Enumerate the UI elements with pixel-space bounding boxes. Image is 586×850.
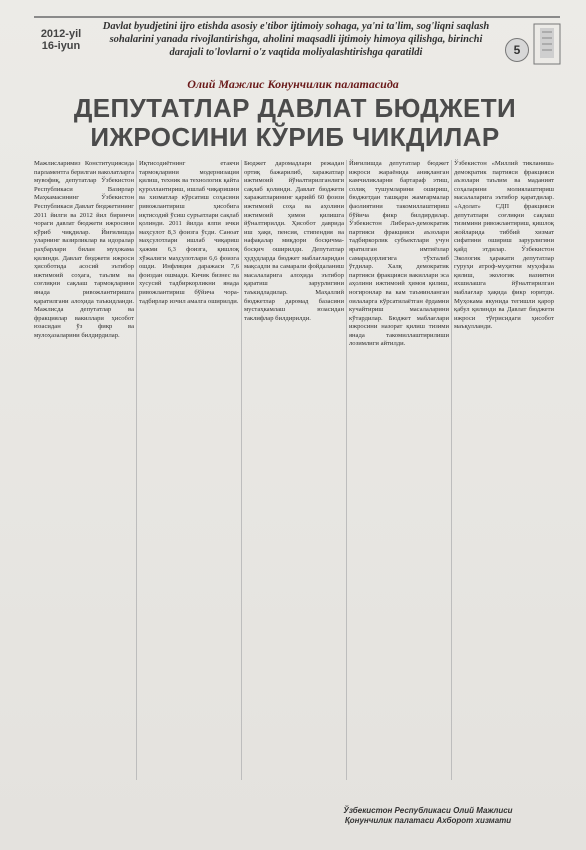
header-slogan: Davlat byudjetini ijro etishda asosiy e'tibor ijtimoiy sohaga, ya'ni ta'lim, sog'liqni saqlash sohalarini yanada rivojlantirishga, aholini maqsadli ijtimoiy himoya qilishga, birinchi darajali to'lovlarni o'z vaqtida moliyalashtirishga qaratildi <box>102 21 490 58</box>
article-column-2: Иқтисодиётнинг етакчи тармоқларини модернизация қилиш, техник ва технологик қайта қуроллантириш, ишлаб чиқаришни ва хизматлар кўрсатиш соҳасини ривожлантириш ҳисобига иқтисодий ўсиш суръатлари сақлаб қолинди. 2011 йилда ялпи ички маҳсулот 8,3 фоизга ўсди. Саноат маҳсулотлари ишлаб чиқариш ҳажми 6,3 фоизга, қишлоқ хўжалиги маҳсулотлари 6,6 фоизга ошди. Инфляция даражаси 7,6 фоиздан ошмади. Кичик бизнес ва хусусий тадбиркорликни янада ривожлантириш бўйича чора-тадбирлар изчил амалга оширилди. <box>139 160 239 305</box>
source-line-2: Қонунчилик палатаси Ахборот хизмати <box>344 816 512 825</box>
issue-day: 16-iyun <box>41 40 81 52</box>
article-column-1: Мажлисларимиз Конституциясида парламентга берилган ваколатларга мувофиқ, депутатлар Ўзбекистон Республикаси Вазирлар Маҳкамасининг Ўзбекистон Республикаси Давлат бюджетининг 2011 йилги ва 2012 йил биринчи чораги давлат бюджети ижросини кўриб чиқдилар. Йиғилишда уларнинг вазирликлар ва идоралар раҳбарлари билан муҳокама қилинди. Давлат бюджети ижроси ҳисоботида асосий эътибор ижтимоий соҳага, таълим ва соғлиқни сақлаш тармоқларини янада ривожлантиришга қаратилгани алоҳида таъкидланди. Мажлисда депутатлар ва фракциялар вакиллари ҳисобот юзасидан ўз фикр ва мулоҳазаларини билдирдилар. <box>34 160 134 339</box>
section-title: Олий Мажлис Конунчилик палатасида <box>187 77 399 91</box>
column-divider <box>136 160 137 780</box>
column-divider <box>451 160 452 780</box>
page-number-badge: 5 <box>505 38 529 62</box>
article-column-4: Йиғилишда депутатлар бюджет ижроси жараёнида аниқланган камчиликларни бартараф этиш, солиқ тушумларини ошириш, бюджетдан ташқари жамғармалар фаолиятини такомиллаштириш бўйича фикр билдирдилар. Ўзбекистон Либерал-демократик партияси фракцияси аъзолари тадбиркорлик субъектлари учун яратилган имтиёзлар самарадорлигига тўхталиб ўтдилар. Халқ демократик партияси фракцияси вакиллари эса аҳолини ижтимоий ҳимоя қилиш, ногиронлар ва кам таъминланган оилаларга кўрсатилаётган ёрдамни кучайтириш масалаларини кўтардилар. Бюджет маблағлари ижросини назорат қилиш тизими янада такомиллаштирилиши лозимлиги айтилди. <box>349 160 449 348</box>
column-divider <box>241 160 242 780</box>
article-column-5: Ўзбекистон «Миллий тикланиш» демократик партияси фракцияси аъзолари таълим ва маданият соҳаларини молиялаштириш масалаларига эътибор қаратдилар. «Адолат» СДП фракцияси депутатлари соғлиқни сақлаш тизимини ривожлантириш, қишлоқ жойларида тиббий хизмат сифатини ошириш зарурлигини қайд этдилар. Ўзбекистон Экологик ҳаракати депутатлар гуруҳи атроф-муҳитни муҳофаза қилиш, экологик вазиятни яхшилашга йўналтирилган маблағлар ҳақида фикр юритди. Муҳокама якунида тегишли қарор қабул қилинди ва Давлат бюджети ижроси тўғрисидаги ҳисобот маъқулланди. <box>454 160 554 331</box>
article-source <box>307 806 549 826</box>
article-column-3: Бюджет даромадлари режадан ортиқ бажарилиб, харажатлар ижтимоий йўналтирилганлиги сақлаб қолинди. Давлат бюджети харажатларининг қарийб 60 фоизи ижтимоий соҳа ва аҳолини ижтимоий ҳимоя қилишга йўналтирилди. Ҳисобот даврида иш ҳақи, пенсия, стипендия ва нафақалар миқдори босқичма-босқич оширилди. Депутатлар ҳудудларда бюджет маблағларидан мақсадли ва самарали фойдаланиш масалаларига алоҳида эътибор қаратиш зарурлигини таъкидладилар. Маҳаллий бюджетлар даромад базасини мустаҳкамлаш юзасидан таклифлар билдирилди. <box>244 160 344 322</box>
page-header <box>34 16 560 70</box>
article-headline: ДЕПУТАТЛАР ДАВЛАТ БЮДЖЕТИ ИЖРОСИНИ КЎРИБ ЧИКДИЛАР <box>73 93 517 152</box>
source-line-1: Ўзбекистон Республикаси Олий Мажлиси <box>343 806 513 815</box>
article-body <box>34 160 554 780</box>
issue-year: 2012-yil <box>40 28 82 40</box>
issue-date <box>34 28 88 52</box>
column-divider <box>346 160 347 780</box>
newspaper-logo-icon <box>532 22 562 66</box>
